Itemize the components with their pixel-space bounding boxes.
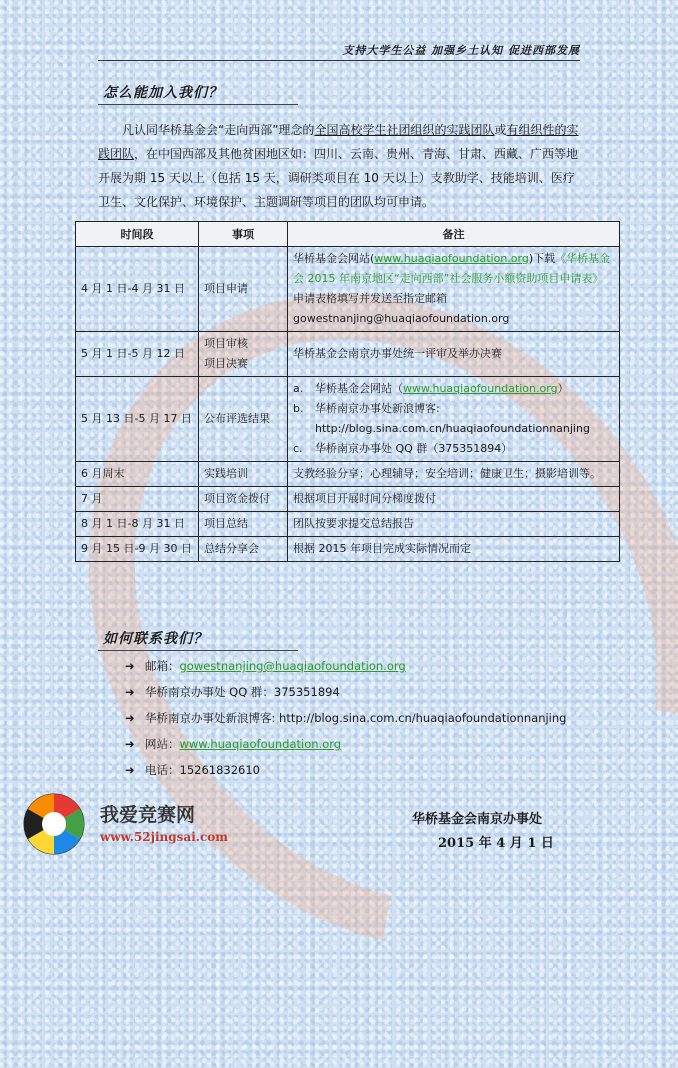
list-label: a. [293,382,304,395]
cell-item: 项目资金拨付 [199,487,288,512]
header-rule [98,60,580,61]
arrow-bullet-icon: ➜ [125,685,135,699]
intro-text-3: 或 [494,123,507,137]
note-text: 华桥南京办事处新浪博客: [315,402,440,415]
section-title-join: 怎么能加入我们？ [103,85,223,101]
brand-name: 我爱竞赛网 [100,804,196,826]
note-text: 华桥基金会网站（ [315,382,403,395]
list-item [293,399,614,439]
cell-note: 根据 2015 年项目完成实际情况而定 [288,537,620,562]
arrow-bullet-icon: ➜ [125,737,135,751]
web-label: 网站： [145,737,180,751]
table-row [76,462,620,487]
cell-period: 5 月 1 日-5 月 12 日 [76,332,199,377]
note-text: ） [557,382,569,395]
email-label: 邮箱： [145,659,180,673]
blog-address: 华桥南京办事处新浪博客: http://blog.sina.com.cn/huaqiaofoundationnanjing [145,711,567,725]
brand-url: www.52jingsai.com [100,830,228,844]
table-row [76,377,620,462]
table-row [76,247,620,332]
cell-note: 团队按要求提交总结报告 [288,512,620,537]
intro-text-1: 凡认同华桥基金会“走向西部”理念的 [122,123,315,137]
table-row [76,512,620,537]
cell-note [288,247,620,332]
arrow-bullet-icon: ➜ [125,763,135,777]
cell-note: 华桥基金会南京办事处统一评审及举办决赛 [288,332,620,377]
cell-note [288,377,620,462]
blog-url: http://blog.sina.com.cn/huaqiaofoundationnanjing [315,422,590,435]
cell-period: 9 月 15 日-9 月 30 日 [76,537,199,562]
contact-blog-row [125,705,605,731]
header-item: 事项 [199,222,288,247]
application-form-title: 《华桥基金会 2015 年南京地区“走向西部”社会服务小额资助项目申请表》 [293,252,611,285]
header-period: 时间段 [76,222,199,247]
cell-item: 公布评选结果 [199,377,288,462]
cell-period: 7 月 [76,487,199,512]
item-final: 项目决赛 [204,357,248,370]
contact-qq-row [125,679,605,705]
cell-item: 项目总结 [199,512,288,537]
cell-period: 6 月周末 [76,462,199,487]
note-text: 申请表格填写并发送至指定邮箱 [293,292,447,305]
list-label: b. [293,402,304,415]
website-link[interactable]: www.huaqiaofoundation.org [374,252,529,265]
cell-item: 实践培训 [199,462,288,487]
qq-group: 华桥南京办事处 QQ 群：375351894 [145,685,340,699]
section-title-contact: 如何联系我们？ [103,631,208,647]
header-note: 备注 [288,222,620,247]
cell-note: 支教经验分享；心理辅导；安全培训；健康卫生；摄影培训等。 [288,462,620,487]
website-link[interactable]: www.huaqiaofoundation.org [179,737,342,751]
cell-period: 5 月 13 日-5 月 17 日 [76,377,199,462]
cell-period: 4 月 1 日-4 月 31 日 [76,247,199,332]
schedule-table [75,221,620,562]
arrow-bullet-icon: ➜ [125,711,135,725]
header-slogan: 支持大学生公益 加强乡土认知 促进西部发展 [342,44,580,57]
submit-email: gowestnanjing@huaqiaofoundation.org [293,312,510,325]
cell-period: 8 月 1 日-8 月 31 日 [76,512,199,537]
website-link[interactable]: www.huaqiaofoundation.org [403,382,558,395]
note-text: )下载 [528,252,556,265]
contact-phone-row [125,757,605,783]
table-row [76,487,620,512]
arrow-bullet-icon: ➜ [125,659,135,673]
note-text: 华桥基金会网站( [293,252,375,265]
section-title-rule [98,104,298,105]
list-label: c. [293,442,303,455]
intro-text-4: 有组织性的实践团队 [98,123,579,161]
contact-email-row [125,653,605,679]
table-header-row [76,222,620,247]
cell-item [199,332,288,377]
footer-date: 2015 年 4 月 1 日 [438,836,554,851]
list-item [293,379,614,399]
phone-number: 电话：15261832610 [145,763,260,777]
cell-item: 项目申请 [199,247,288,332]
email-link[interactable]: gowestnanjing@huaqiaofoundation.org [179,659,406,673]
intro-text-5: ，在中国西部及其他贫困地区如：四川、云南、贵州、青海、甘肃、西藏、广西等地开展为期 15 天以上（包括 15 天，调研类项目在 10 天以上）支教助学、技能培训、医疗卫生、文化保护、环境保护、主题调研等项目的团队均可申请。 [98,147,579,209]
table-row [76,537,620,562]
contact-list [125,653,605,783]
intro-text-2: 全国高校学生社团组织的实践团队 [314,123,495,137]
footer-organization: 华桥基金会南京办事处 [412,812,543,827]
table-row [76,332,620,377]
note-text: 华桥南京办事处 QQ 群（375351894） [315,442,513,455]
contact-web-row [125,731,605,757]
cell-note: 根据项目开展时间分梯度拨付 [288,487,620,512]
item-review: 项目审核 [204,337,248,350]
list-item [293,439,614,459]
intro-paragraph [98,118,580,214]
section-title-rule [98,650,298,651]
cell-item: 总结分享会 [199,537,288,562]
site-logo-icon [22,792,86,856]
